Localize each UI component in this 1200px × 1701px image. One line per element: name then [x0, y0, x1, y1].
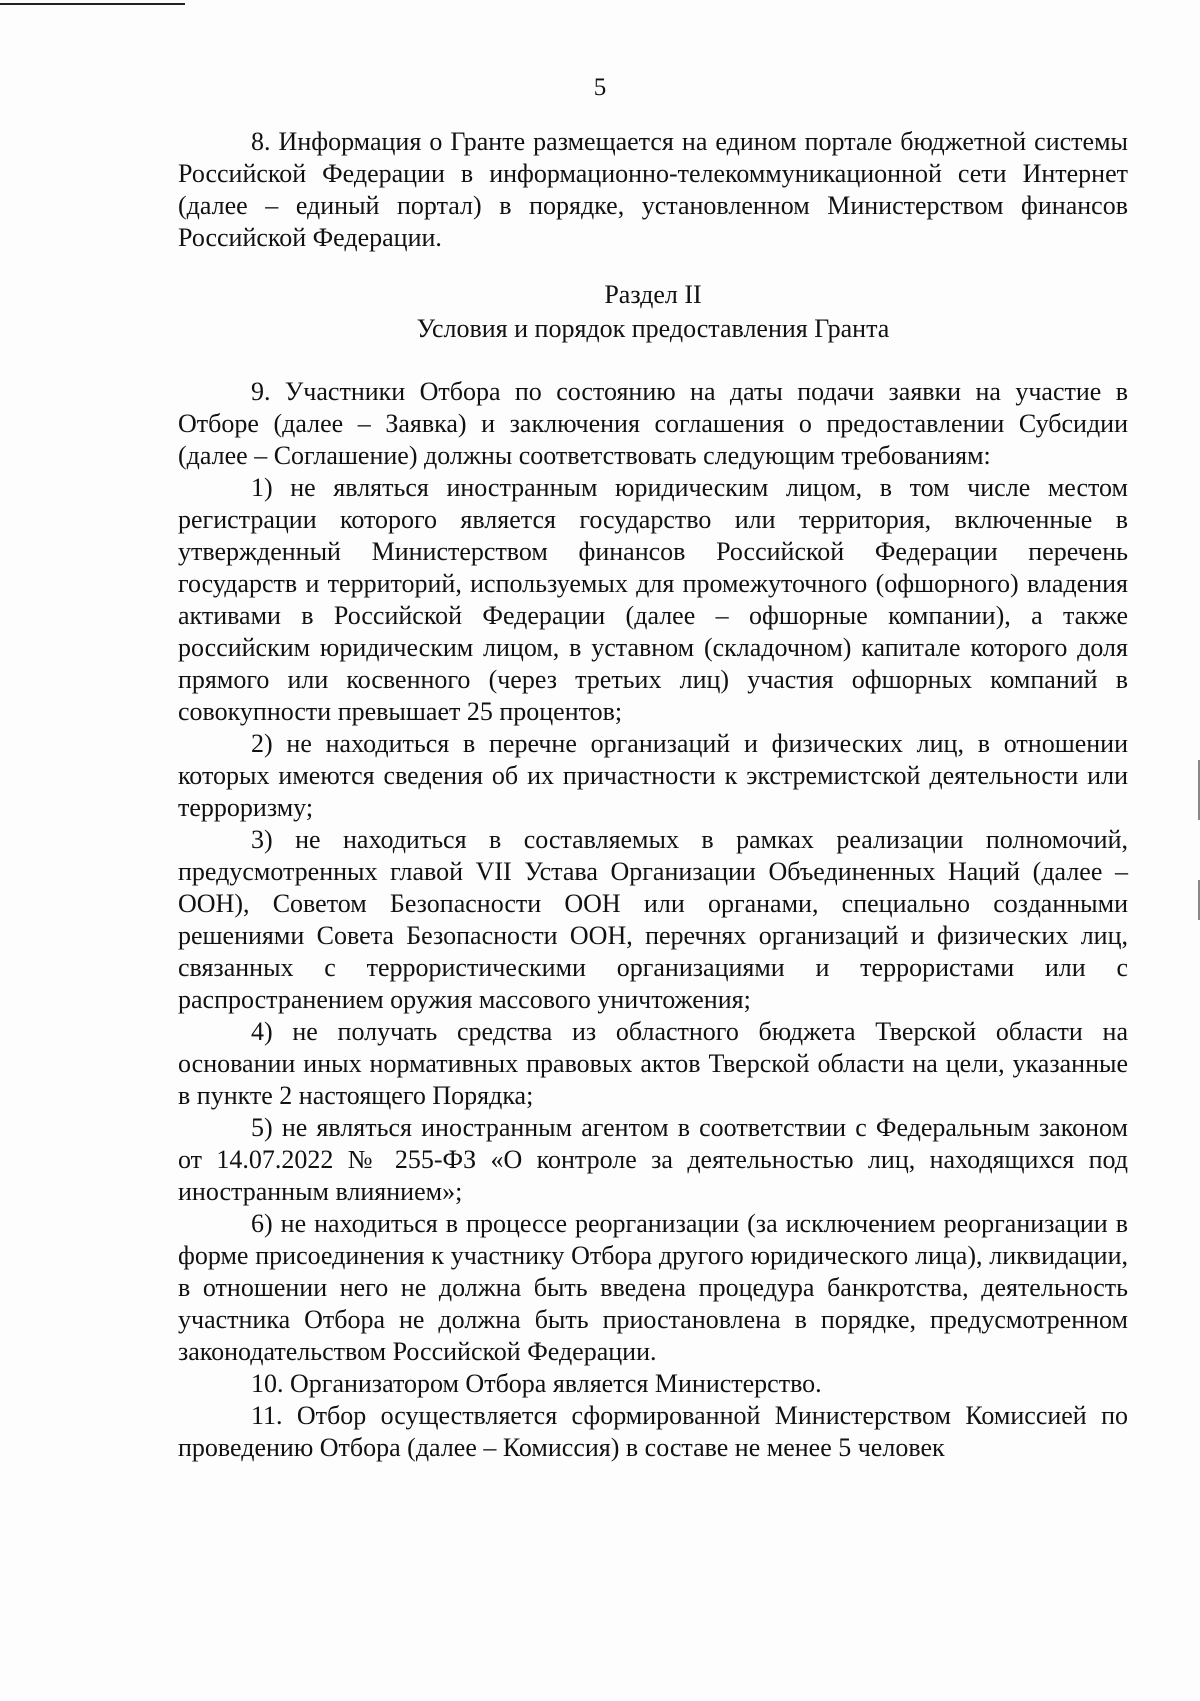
paragraph-9: 9. Участники Отбора по состоянию на даты подачи заявки на участие в Отборе (далее – Заявка) и заключения соглашения о предоставлении Субсидии (далее – Соглашение) должны соответствовать следующим требованиям: [178, 377, 1128, 470]
section-title: Условия и порядок предоставления Гранта [416, 314, 890, 343]
document-body [178, 126, 1128, 1464]
paragraph-11: 11. Отбор осуществляется сформированной Министерством Комиссией по проведению Отбора (далее – Комиссия) в составе не менее 5 человек [178, 1401, 1128, 1462]
list-item-1: 1) не являться иностранным юридическим лицом, в том числе местом регистрации которого является государство или территория, включенные в утвержденный Министерством финансов Российской Федерации перечень государств и территорий, используемых для промежуточного (офшорного) владения активами в Российской Федерации (далее – офшорные компании), а также российским юридическим лицом, в уставном (складочном) капитале которого доля прямого или косвенного (через третьих лиц) участия офшорных компаний в совокупности превышает 25 процентов; [178, 473, 1128, 726]
list-item-5: 5) не являться иностранным агентом в соответствии с Федеральным законом от 14.07.2022 № 255-ФЗ «О контроле за деятельностью лиц, находящихся под иностранным влиянием»; [178, 1113, 1128, 1206]
paragraph-8: 8. Информация о Гранте размещается на едином портале бюджетной системы Российской Федерации в информационно-телекоммуникационной сети Интернет (далее – единый портал) в порядке, установленном Министерством финансов Российской Федерации. [178, 127, 1128, 252]
page-number: 5 [593, 74, 607, 101]
list-item-3: 3) не находиться в составляемых в рамках реализации полномочий, предусмотренных главой VII Устава Организации Объединенных Наций (далее – ООН), Советом Безопасности ООН или органами, специально созданными решениями Совета Безопасности ООН, перечнях организаций и физических лиц, связанных с террористическими организациями и террористами или с распространением оружия массового уничтожения; [178, 825, 1128, 1014]
list-item-6: 6) не находиться в процессе реорганизации (за исключением реорганизации в форме присоединения к участнику Отбора другого юридического лица), ликвидации, в отношении него не должна быть введена процедура банкротства, деятельность участника Отбора не должна быть приостановлена в порядке, предусмотренном законодательством Российской Федерации. [178, 1209, 1128, 1366]
list-item-4: 4) не получать средства из областного бюджета Тверской области на основании иных нормативных правовых актов Тверской области на цели, указанные в пункте 2 настоящего Порядка; [178, 1017, 1128, 1110]
list-item-2: 2) не находиться в перечне организаций и физических лиц, в отношении которых имеются сведения об их причастности к экстремистской деятельности или терроризму; [178, 729, 1128, 822]
scan-edge-line [0, 3, 185, 5]
section-number: Раздел II [604, 280, 702, 309]
paragraph-10: 10. Организатором Отбора является Министерство. [251, 1369, 822, 1398]
section-heading [178, 278, 1128, 346]
